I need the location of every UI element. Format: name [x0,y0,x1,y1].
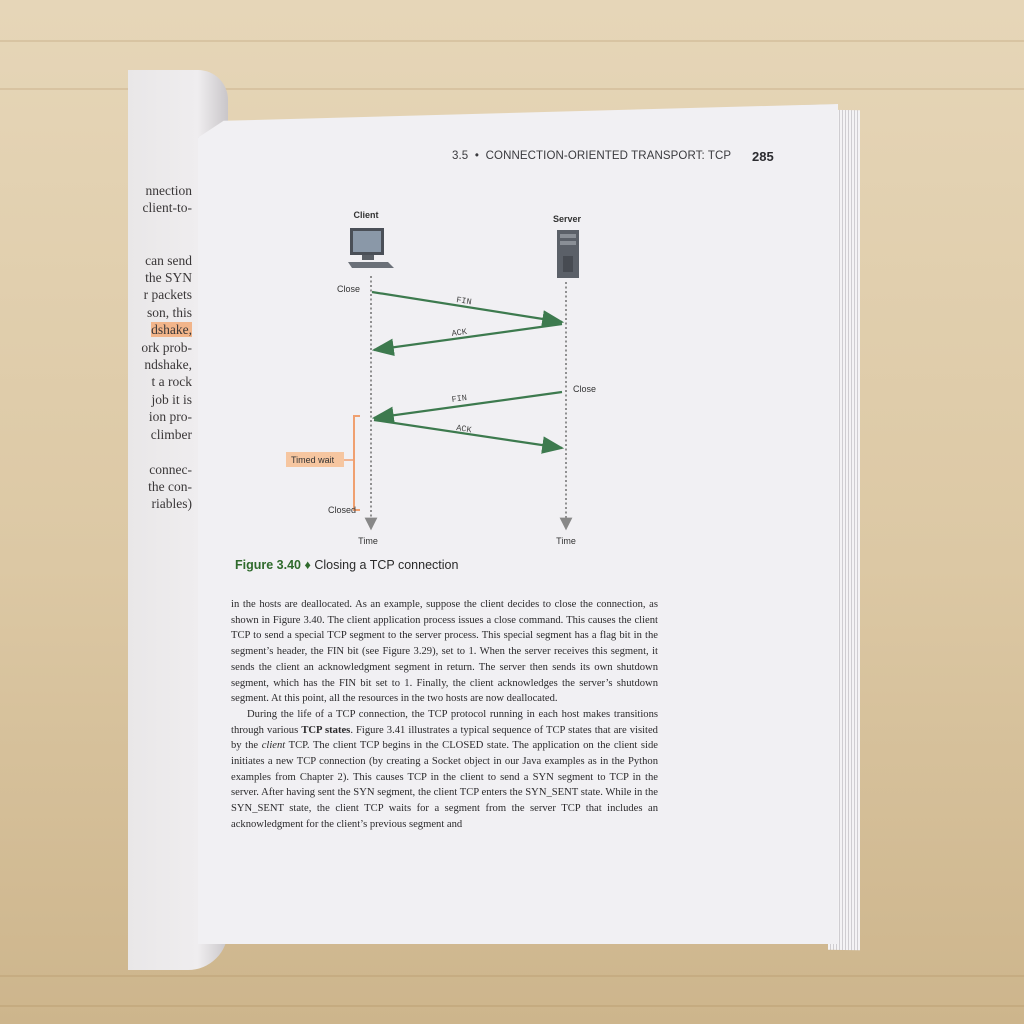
header-title: CONNECTION-ORIENTED TRANSPORT: TCP [485,150,732,162]
term-client: client [261,740,286,752]
timed-wait-label: Timed wait [291,455,335,465]
left-page-line: ion pro- [148,409,192,425]
left-page-line: the SYN [145,270,192,286]
client-close-label: Close [337,284,361,294]
left-page-line: dshake, [151,322,192,338]
left-page-line: ork prob- [141,339,192,355]
left-page-line: r packets [143,287,192,303]
msg-label-3: FIN [451,392,468,405]
left-page-line: climber [150,426,192,442]
left-page-line: ndshake, [144,357,192,373]
left-page-line: t a rock [151,374,192,390]
computer-icon [348,228,394,268]
p2-text-a: During the life of a TCP connection, the TCP protocol running in each host makes transitions through various [231,708,658,736]
server-label: Server [552,214,582,224]
left-page-line: nnection [145,183,192,198]
paragraph-1: in the hosts are deallocated. As an example, suppose the client decides to close the connection, as shown in Figure 3.40. The client application process issues a close command. This causes the client TCP to send a special TCP segment to the server process. This special segment has a flag bit in the segment’s header, the FIN bit (see Figure 3.29), set to 1. When the server receives this segment, it sends the client an acknowledgment segment in return. The server then sends its own shutdown segment, which has the FIN bit set to 1. Finally, the client acknowledges the server’s shutdown segment. At this point, all the resources in the two hosts are now deallocated. [231,599,658,705]
time-right-label: Time [556,536,576,546]
page-number: 285 [752,149,774,164]
msg-label-2: ACK [451,326,468,339]
term-tcp-states: TCP states [301,724,351,736]
timed-wait-bracket [354,416,360,510]
left-page-line: connec- [149,461,192,477]
figure-caption [235,558,458,572]
header-bullet: • [474,150,480,162]
left-page-line: the con- [148,478,192,494]
left-page-line: can send [145,252,192,268]
closed-label: Closed [328,505,357,515]
body-text [231,597,658,833]
left-page-line: son, this [146,304,192,320]
p2-text-e: TCP. The client TCP begins in the CLOSED state. The application on the client side initiates a new TCP connection (by creating a Socket object in our Java examples as in the Python examples from Chapter 2). This causes TCP in the client to send a SYN segment to TCP in the server. After having sent the SYN segment, the client TCP enters the SYN_SENT state. While in the SYN_SENT state, the client TCP waits for a segment from the server TCP that includes an acknowledgment for the client’s previous segment and [231,740,658,830]
ack-arrow-1 [374,324,562,350]
server-icon [557,230,579,278]
figure-number: Figure 3.40 [235,558,301,572]
left-page-line: client-to- [142,200,192,216]
fin-arrow-2 [374,392,562,418]
left-page-line: job it is [151,391,192,407]
msg-label-1: FIN [455,295,473,308]
caption-text: Closing a TCP connection [314,558,459,572]
caption-separator: ♦ [304,558,311,572]
p2-text-c: . Figure 3.41 illustrates a typical sequence of TCP states that are visited by the [231,724,658,752]
paragraph-2 [231,707,658,833]
section-number: 3.5 [452,150,469,162]
server-close-label: Close [573,384,597,394]
time-left-label: Time [358,536,378,546]
msg-label-4: ACK [455,423,473,436]
client-label: Client [353,210,379,220]
left-page-line: riables) [151,496,192,512]
